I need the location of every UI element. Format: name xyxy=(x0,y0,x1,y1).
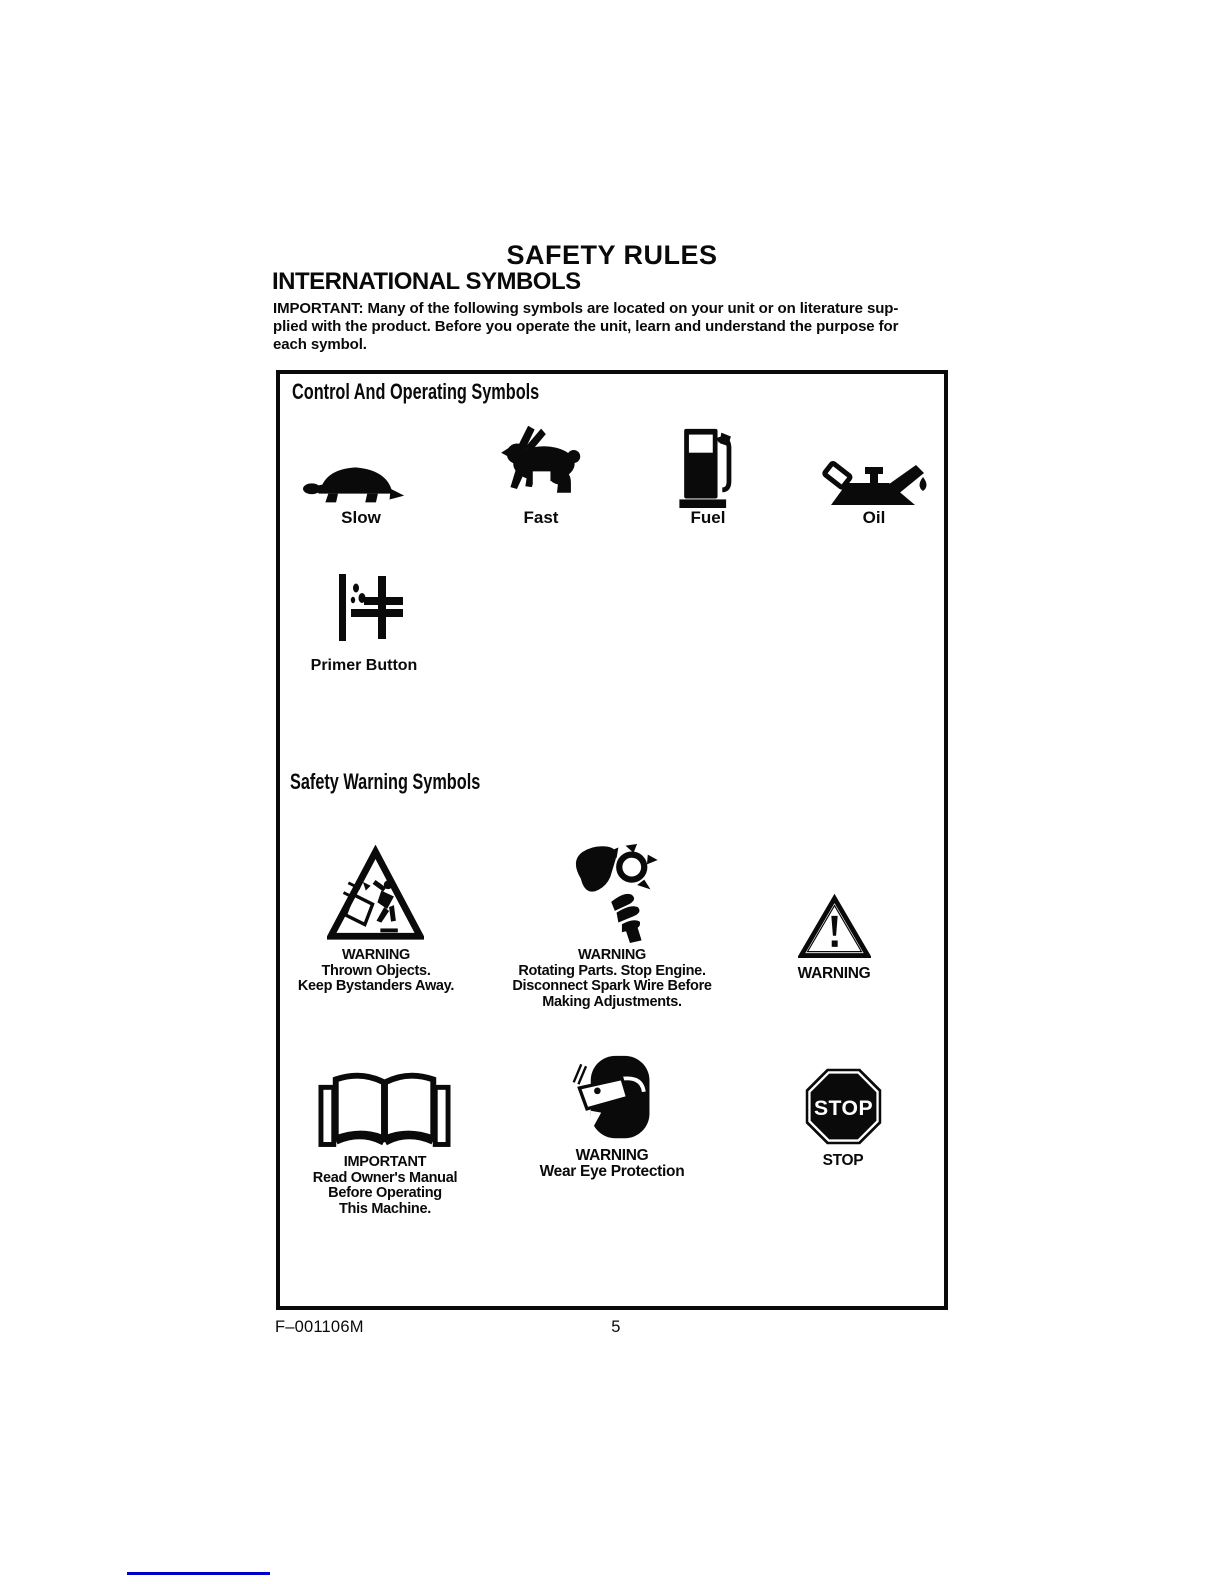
symbol-label-slow: Slow xyxy=(341,508,381,527)
eye-protection-icon xyxy=(568,1050,658,1145)
symbol-label-fast: Fast xyxy=(523,508,559,527)
caption-line: WARNING xyxy=(797,965,871,982)
caption-line: This Machine. xyxy=(339,1200,431,1217)
page-number: 5 xyxy=(611,1318,621,1336)
rabbit-icon xyxy=(490,423,583,503)
rotating-parts-warning-icon xyxy=(568,843,658,943)
warning-caption xyxy=(492,948,732,1010)
caption-line: Disconnect Spark Wire Before xyxy=(512,978,712,994)
page-title: SAFETY RULES xyxy=(506,240,718,270)
primer-button-icon xyxy=(338,573,408,643)
symbol-label-fuel: Fuel xyxy=(690,508,726,527)
intro-line: plied with the product. Before you operate the unit, learn and understand the purpose for xyxy=(273,318,899,335)
warning-caption xyxy=(774,966,894,982)
stop-caption xyxy=(783,1153,903,1169)
stop-sign-text: STOP xyxy=(813,1096,874,1120)
symbol-label-primer-button: Primer Button xyxy=(310,657,418,674)
intro-paragraph xyxy=(273,300,898,354)
owners-manual-icon xyxy=(318,1066,451,1154)
caption-line: IMPORTANT xyxy=(343,1154,427,1170)
warning-symbols-heading: Safety Warning Symbols xyxy=(290,769,481,794)
caption-line: WARNING xyxy=(578,947,646,963)
intro-line: each symbol. xyxy=(273,336,367,353)
oil-can-icon xyxy=(817,461,932,507)
general-warning-icon xyxy=(798,891,871,963)
caption-line: Rotating Parts. Stop Engine. xyxy=(518,962,706,979)
caption-line: Wear Eye Protection xyxy=(539,1162,685,1180)
caption-line: WARNING xyxy=(342,947,410,963)
section-title-international-symbols: INTERNATIONAL SYMBOLS xyxy=(272,268,581,295)
fuel-pump-icon xyxy=(678,426,738,508)
symbol-label-oil: Oil xyxy=(862,508,886,527)
thrown-objects-warning-icon xyxy=(327,845,424,944)
stop-sign-icon xyxy=(803,1066,884,1147)
caption-line: Keep Bystanders Away. xyxy=(297,978,455,994)
intro-line: IMPORTANT: Many of the following symbols are located on your unit or on literature sup- xyxy=(273,300,899,317)
symbols-panel xyxy=(276,370,948,1310)
important-caption xyxy=(290,1155,480,1217)
warning-caption xyxy=(497,1148,727,1179)
scan-artifact-line xyxy=(127,1572,270,1575)
caption-line: Thrown Objects. xyxy=(321,962,431,979)
control-symbols-heading: Control And Operating Symbols xyxy=(292,379,540,404)
caption-line: Making Adjustments. xyxy=(542,993,682,1010)
caption-line: STOP xyxy=(822,1152,864,1169)
turtle-icon xyxy=(303,458,410,504)
caption-line: Before Operating xyxy=(328,1185,442,1201)
caption-line: WARNING xyxy=(575,1147,649,1164)
warning-caption xyxy=(286,948,466,995)
caption-line: Read Owner's Manual xyxy=(312,1169,458,1186)
document-code: F–001106M xyxy=(275,1318,364,1336)
